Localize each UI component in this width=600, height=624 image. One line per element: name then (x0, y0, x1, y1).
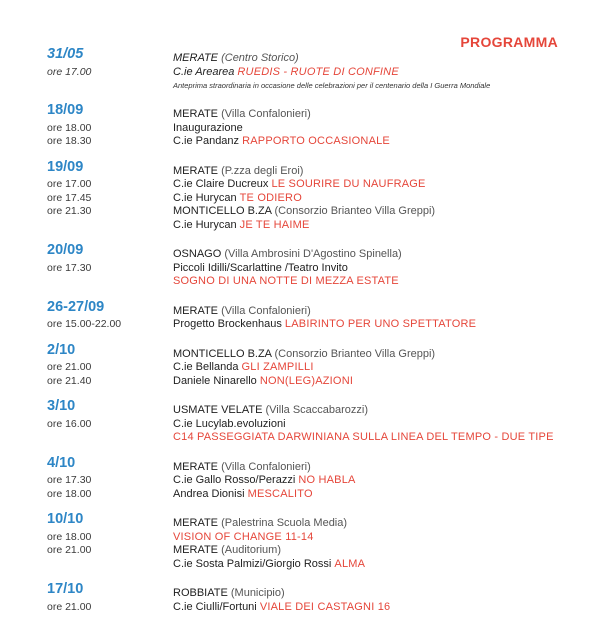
event-lines (47, 342, 567, 389)
event-company: C.ie Hurycan (173, 191, 237, 204)
event-venue: MONTICELLO B.ZA (173, 347, 272, 360)
event-time: ore 17.00 (47, 65, 92, 78)
event-venue-detail: (Palestrina Scuola Media) (218, 517, 348, 529)
event-line (173, 275, 567, 289)
event-date: 26-27/09 (47, 298, 105, 315)
event-venue: MONTICELLO B.ZA (173, 205, 272, 217)
event-date: 17/10 (47, 581, 84, 597)
event-show-title: LE SOURIRE DU NAUFRAGE (271, 178, 426, 190)
page-title: PROGRAMMA (460, 34, 558, 50)
event-company: Daniele Ninarello (173, 374, 257, 387)
event-line (173, 581, 567, 601)
event-line (47, 474, 567, 488)
event-line (47, 205, 567, 219)
event-venue: OSNAGO (173, 248, 222, 260)
event-date: 31/05 (47, 46, 84, 62)
event-line (47, 178, 567, 192)
event-show-title: ALMA (334, 557, 366, 570)
event-company: C.ie Hurycan (173, 218, 237, 231)
event-date: 10/10 (47, 511, 84, 527)
event-line (173, 511, 567, 531)
event-line (47, 65, 567, 80)
event-line (47, 191, 567, 206)
event-company: Progetto Brockenhaus (173, 318, 282, 330)
event-line (173, 102, 567, 122)
event-show-title: GLI ZAMPILLI (241, 361, 314, 373)
event-venue: MERATE (173, 517, 219, 529)
event-venue: MERATE (173, 108, 219, 120)
event-line (173, 455, 567, 475)
event-block (47, 581, 567, 614)
event-time: ore 21.40 (47, 374, 92, 387)
event-block (47, 299, 567, 332)
event-line (173, 398, 567, 418)
event-show-title: NO HABLA (298, 474, 356, 486)
event-block (47, 102, 567, 149)
event-venue: MERATE (173, 460, 219, 473)
event-time: ore 16.00 (47, 417, 92, 430)
event-time: ore 18.00 (47, 530, 92, 543)
event-line (47, 374, 567, 389)
event-venue-detail: (Villa Confalonieri) (218, 460, 311, 473)
event-show-title: VIALE DEI CASTAGNI 16 (259, 600, 391, 613)
event-date: 18/09 (47, 102, 84, 118)
event-block (47, 342, 567, 389)
event-company: Andrea Dionisi (173, 487, 245, 500)
event-time: ore 17.00 (47, 178, 92, 190)
event-company: Inaugurazione (173, 121, 243, 134)
event-block (47, 242, 567, 289)
event-company: C.ie Gallo Rosso/Perazzi (173, 474, 296, 486)
event-venue: MERATE (173, 164, 219, 177)
event-line (47, 261, 567, 276)
event-venue: MERATE (173, 304, 219, 317)
event-line (47, 417, 567, 432)
event-date: 3/10 (47, 398, 76, 414)
event-line (173, 46, 567, 66)
event-block (47, 159, 567, 233)
event-venue: MERATE (173, 52, 219, 64)
event-line (47, 487, 567, 502)
event-time: ore 21.30 (47, 205, 92, 217)
event-show-title: RAPPORTO OCCASIONALE (242, 135, 390, 147)
event-venue-detail: (P.zza degli Eroi) (218, 164, 304, 177)
event-venue-detail: (Villa Confalonieri) (218, 304, 311, 317)
event-show-title: RUEDIS - RUOTE DI CONFINE (237, 65, 399, 78)
event-venue-detail: (Municipio) (227, 587, 285, 599)
event-venue-detail: (Villa Ambrosini D'Agostino Spinella) (221, 248, 402, 260)
event-company: C.ie Claire Ducreux (173, 178, 269, 190)
event-show-title: C14 PASSEGGIATA DARWINIANA SULLA LINEA DEL TEMPO - DUE TIPE (173, 431, 554, 443)
event-time: ore 15.00-22.00 (47, 318, 122, 330)
event-date: 19/09 (47, 158, 84, 175)
event-company: C.ie Sosta Palmizi/Giorgio Rossi (173, 557, 332, 570)
event-venue-detail: (Auditorium) (218, 544, 281, 556)
event-company: C.ie Pandanz (173, 135, 240, 147)
event-company: C.ie Arearea (173, 65, 235, 78)
event-line (47, 530, 567, 545)
event-block (47, 455, 567, 502)
event-venue-detail: (Villa Scaccabarozzi) (262, 404, 369, 416)
event-line (173, 342, 567, 362)
event-date: 4/10 (47, 454, 76, 471)
event-time: ore 17.30 (47, 261, 92, 274)
event-line (173, 159, 567, 179)
event-venue-detail: (Consorzio Brianteo Villa Greppi) (271, 205, 436, 217)
event-line (173, 242, 567, 262)
event-show-title: LABIRINTO PER UNO SPETTATORE (284, 318, 477, 330)
event-line (173, 79, 567, 92)
event-line (47, 135, 567, 149)
event-time: ore 17.45 (47, 191, 92, 204)
event-show-title: MESCALITO (247, 487, 313, 500)
event-venue-detail: (Centro Storico) (218, 52, 299, 64)
event-company: C.ie Bellanda (173, 361, 239, 373)
event-company: C.ie Lucylab.evoluzioni (173, 417, 286, 430)
event-venue-detail: (Consorzio Brianteo Villa Greppi) (271, 347, 436, 360)
event-line (173, 219, 567, 233)
event-venue-detail: (Villa Confalonieri) (218, 108, 311, 120)
program-list (47, 46, 567, 624)
event-line (47, 600, 567, 615)
event-line (173, 431, 567, 445)
event-time: ore 21.00 (47, 544, 92, 556)
event-block (47, 511, 567, 571)
event-show-title: NON(LEG)AZIONI (259, 374, 354, 387)
event-venue: USMATE VELATE (173, 404, 263, 416)
event-show-title: SOGNO DI UNA NOTTE DI MEZZA ESTATE (173, 275, 399, 287)
event-line (47, 121, 567, 136)
event-venue: MERATE (173, 544, 219, 556)
event-date: 2/10 (47, 341, 76, 358)
event-line (47, 544, 567, 558)
event-date: 20/09 (47, 242, 84, 258)
event-block (47, 398, 567, 445)
event-time: ore 17.30 (47, 474, 92, 486)
event-show-title: JE TE HAIME (239, 218, 310, 231)
event-venue: ROBBIATE (173, 587, 228, 599)
event-show-title: VISION OF CHANGE 11-14 (173, 530, 314, 543)
event-show-title: TE ODIERO (239, 191, 302, 204)
event-time: ore 21.00 (47, 361, 92, 373)
event-line (47, 361, 567, 375)
event-time: ore 18.00 (47, 121, 92, 134)
event-note: Anteprima straordinaria in occasione delle celebrazioni per il centenario della I Guerra Mondiale (173, 81, 491, 90)
event-company: C.ie Ciulli/Fortuni (173, 600, 257, 613)
event-block (47, 46, 567, 92)
event-time: ore 18.30 (47, 135, 92, 147)
event-line (47, 318, 567, 332)
event-line (173, 558, 567, 572)
event-time: ore 21.00 (47, 600, 92, 613)
event-company: Piccoli Idilli/Scarlattine /Teatro Invito (173, 261, 348, 274)
event-line (173, 299, 567, 319)
event-time: ore 18.00 (47, 487, 92, 500)
